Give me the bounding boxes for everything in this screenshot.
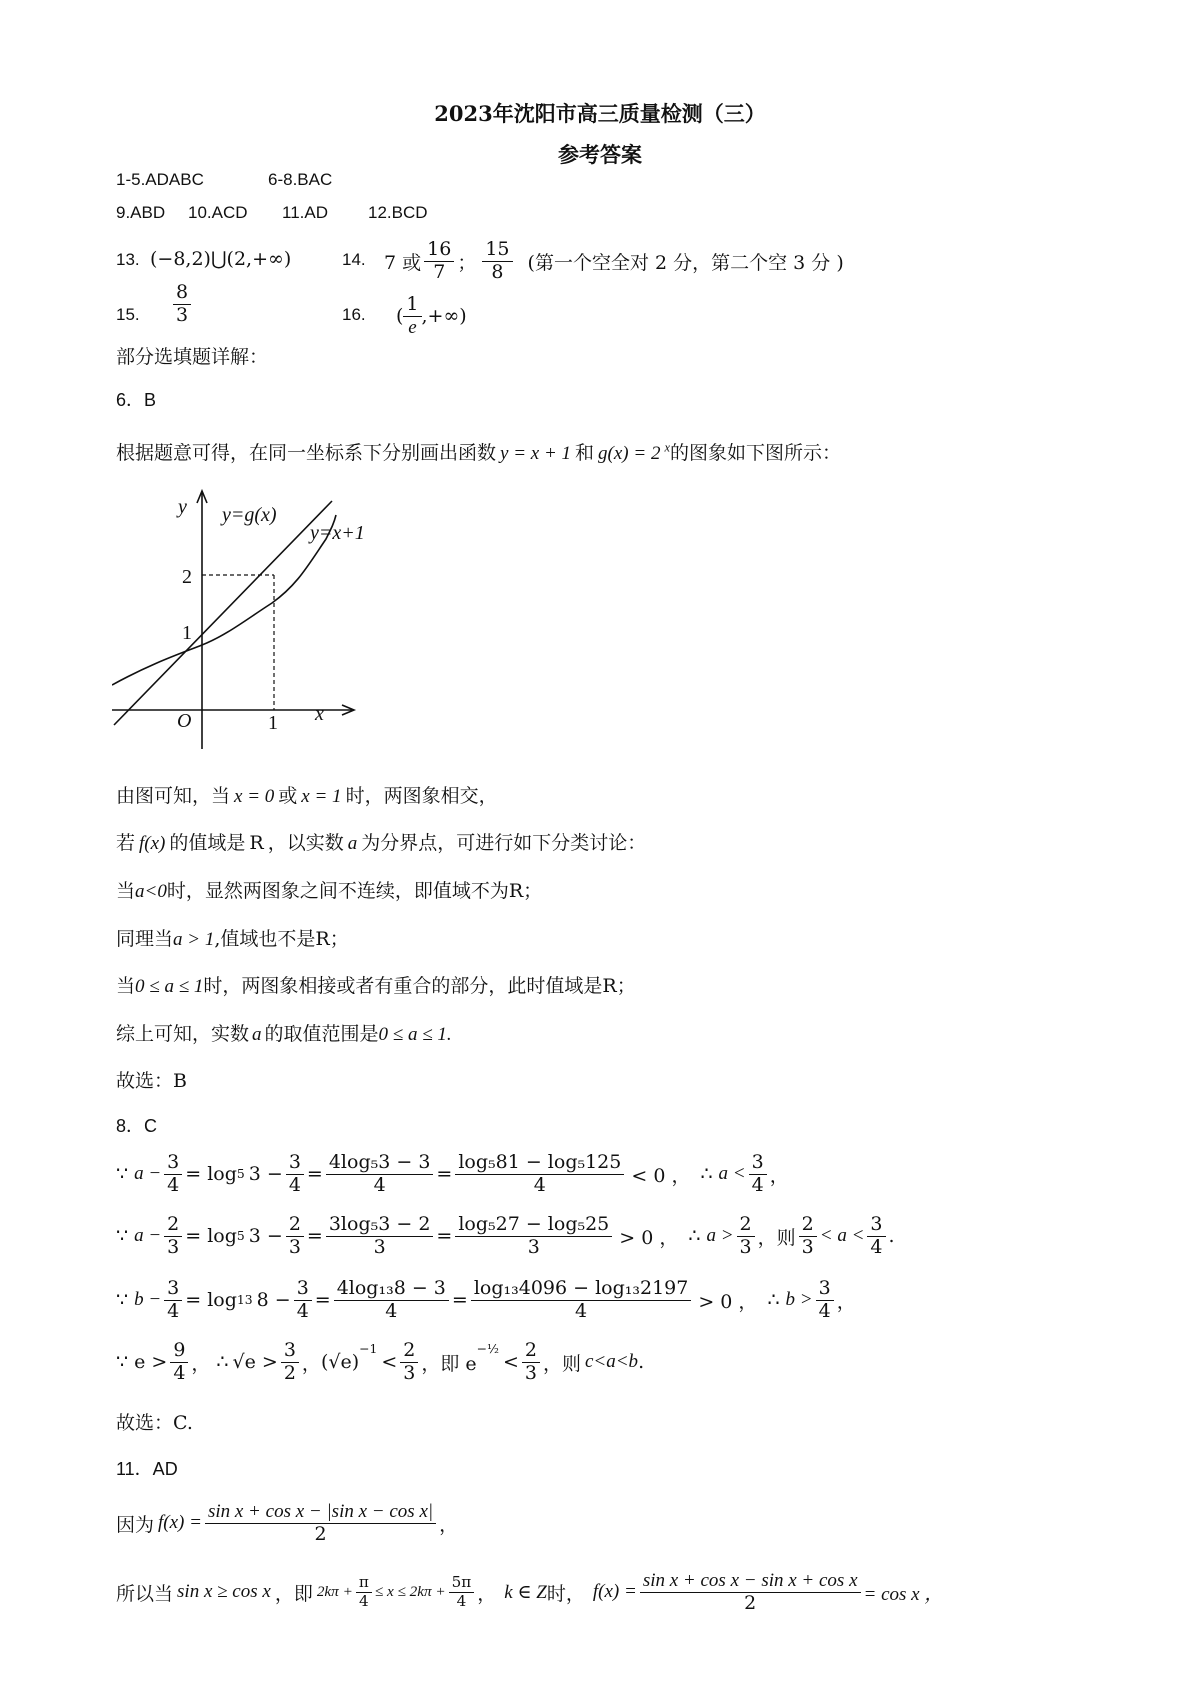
curve-g-of-x	[112, 515, 336, 685]
answer-12: 12.BCD	[368, 203, 428, 222]
q14-label: 14.	[342, 250, 366, 269]
q8-row-4: ∵ e > $\frac{9}{4}$ ， ∴ √e > $\frac{3}{2}$ ， (√e) $^{-1}$ < $\frac{2}{3}$ ，即 e $^{-\frac{1}{2}}$ < $\frac{2}{3}$ ，则 c<a<b .	[116, 1338, 645, 1384]
q14-note: (第一个空全对 2 分，第二个空 3 分 )	[527, 251, 844, 274]
graph-tick-x1: 1	[268, 712, 278, 734]
graph-label-g: y=g(x)	[222, 504, 277, 526]
q14-fraction-2: $\frac{15}{8}$	[482, 239, 512, 284]
q15-answer	[170, 282, 194, 327]
graph-tick-y2: 2	[182, 566, 192, 588]
q14-fraction-1: $\frac{16}{7}$	[424, 239, 454, 284]
q6-conclusion: 故选：B	[116, 1070, 187, 1092]
graph-y-label: y	[178, 496, 187, 518]
q16-label: 16.	[342, 305, 366, 324]
q6-line-5: 当0 ≤ a ≤ 1时，两图象相接或者有重合的部分，此时值域是R；	[116, 975, 636, 997]
q6-line-2: 若 f(x) 的值域是 R ，以实数 a 为分界点，可进行如下分类讨论：	[116, 832, 647, 854]
q15-label: 15.	[116, 305, 140, 324]
page-subtitle: 参考答案	[558, 142, 642, 167]
q15-fraction: $\frac{8}{3}$	[173, 282, 191, 327]
q8-row-1: ∵ a − $\frac{3}{4}$ = log 5 3 − $\frac{3}{4}$ = $\frac{\text{4log₅3 − 3}}{4}$ = $\frac{\text{log₅81 − log₅125}}{4}$ < 0 ， ∴ a < $\frac{3}{4}$ ，	[116, 1150, 789, 1196]
q11-label: 11．AD	[116, 1459, 178, 1479]
q16-answer: ( $\frac{1}{e}$ ,+∞)	[396, 292, 467, 338]
answer-row-1b: 6-8.BAC	[268, 170, 333, 189]
q6-line-1: 由图可知，当 x = 0 或 x = 1 时，两图象相交，	[116, 785, 498, 807]
q6-intro: 根据题意可得，在同一坐标系下分别画出函数 y = x + 1 和 g(x) = 2 $^x$的图象如下图所示：	[116, 440, 841, 464]
page-title: 2023年沈阳市高三质量检测（三）	[434, 101, 766, 126]
graph-origin-label: O	[177, 710, 192, 732]
q8-conclusion: 故选：C.	[116, 1412, 193, 1434]
answer-row-1a: 1-5.ADABC	[116, 170, 204, 189]
q6-line-4: 同理当a > 1,值域也不是R；	[116, 928, 349, 950]
q11-line-2: 所以当 sin x ≥ cos x ，即 2kπ + $\frac{\pi}{4}$ ≤ x ≤ 2kπ + $\frac{5\pi}{4}$ ， k ∈ Z 时， f(x) = $\frac{\text{sin x + cos x − sin x + cos x}}{2}$ = cos x ，	[116, 1569, 944, 1614]
q14-separator: ；	[457, 251, 477, 274]
q13-label: 13.	[116, 250, 140, 269]
line-y-eq-x-plus-1	[114, 501, 332, 725]
graph-label-line: y=x+1	[310, 522, 365, 544]
q14-prefix: 7 或	[384, 251, 422, 274]
answer-10: 10.ACD	[188, 203, 248, 222]
q6-line-6: 综上可知，实数 a 的取值范围是0 ≤ a ≤ 1.	[116, 1023, 452, 1045]
graph-x-label: x	[315, 703, 324, 725]
q16-fraction: $\frac{1}{e}$	[403, 294, 421, 339]
q14-answer	[384, 228, 844, 294]
q8-row-3: ∵ b − $\frac{3}{4}$ = log 13 8 − $\frac{3}{4}$ = $\frac{\text{4log₁₃8 − 3}}{4}$ = $\frac{\text{log₁₃4096 − log₁₃2197}}{4}$ > 0 ， ∴ b > $\frac{3}{4}$ ，	[116, 1276, 856, 1322]
q11-line-1: 因为 f(x) = $\frac{\text{sin x + cos x − |sin x − cos x|}}{2}$ ，	[116, 1500, 459, 1545]
graph-tick-y1: 1	[182, 622, 192, 644]
q6-line-3: 当a<0时，显然两图象之间不连续，即值域不为R；	[116, 880, 543, 902]
function-graph	[112, 487, 402, 757]
q6-label: 6．B	[116, 390, 157, 410]
q8-label: 8．C	[116, 1116, 158, 1136]
answer-9: 9.ABD	[116, 203, 166, 222]
section-heading: 部分选填题详解：	[116, 346, 269, 368]
q8-row-2: ∵ a − $\frac{2}{3}$ = log 5 3 − $\frac{2}{3}$ = $\frac{\text{3log₅3 − 2}}{3}$ = $\frac{\text{log₅27 − log₅25}}{3}$ > 0 ， ∴ a > $\frac{2}{3}$ ，则 $\frac{2}{3}$ < a < $\frac{3}{4}$ .	[116, 1212, 895, 1258]
answer-11: 11.AD	[282, 203, 328, 222]
q13-value: (−8,2)⋃(2,+∞)	[150, 248, 292, 270]
